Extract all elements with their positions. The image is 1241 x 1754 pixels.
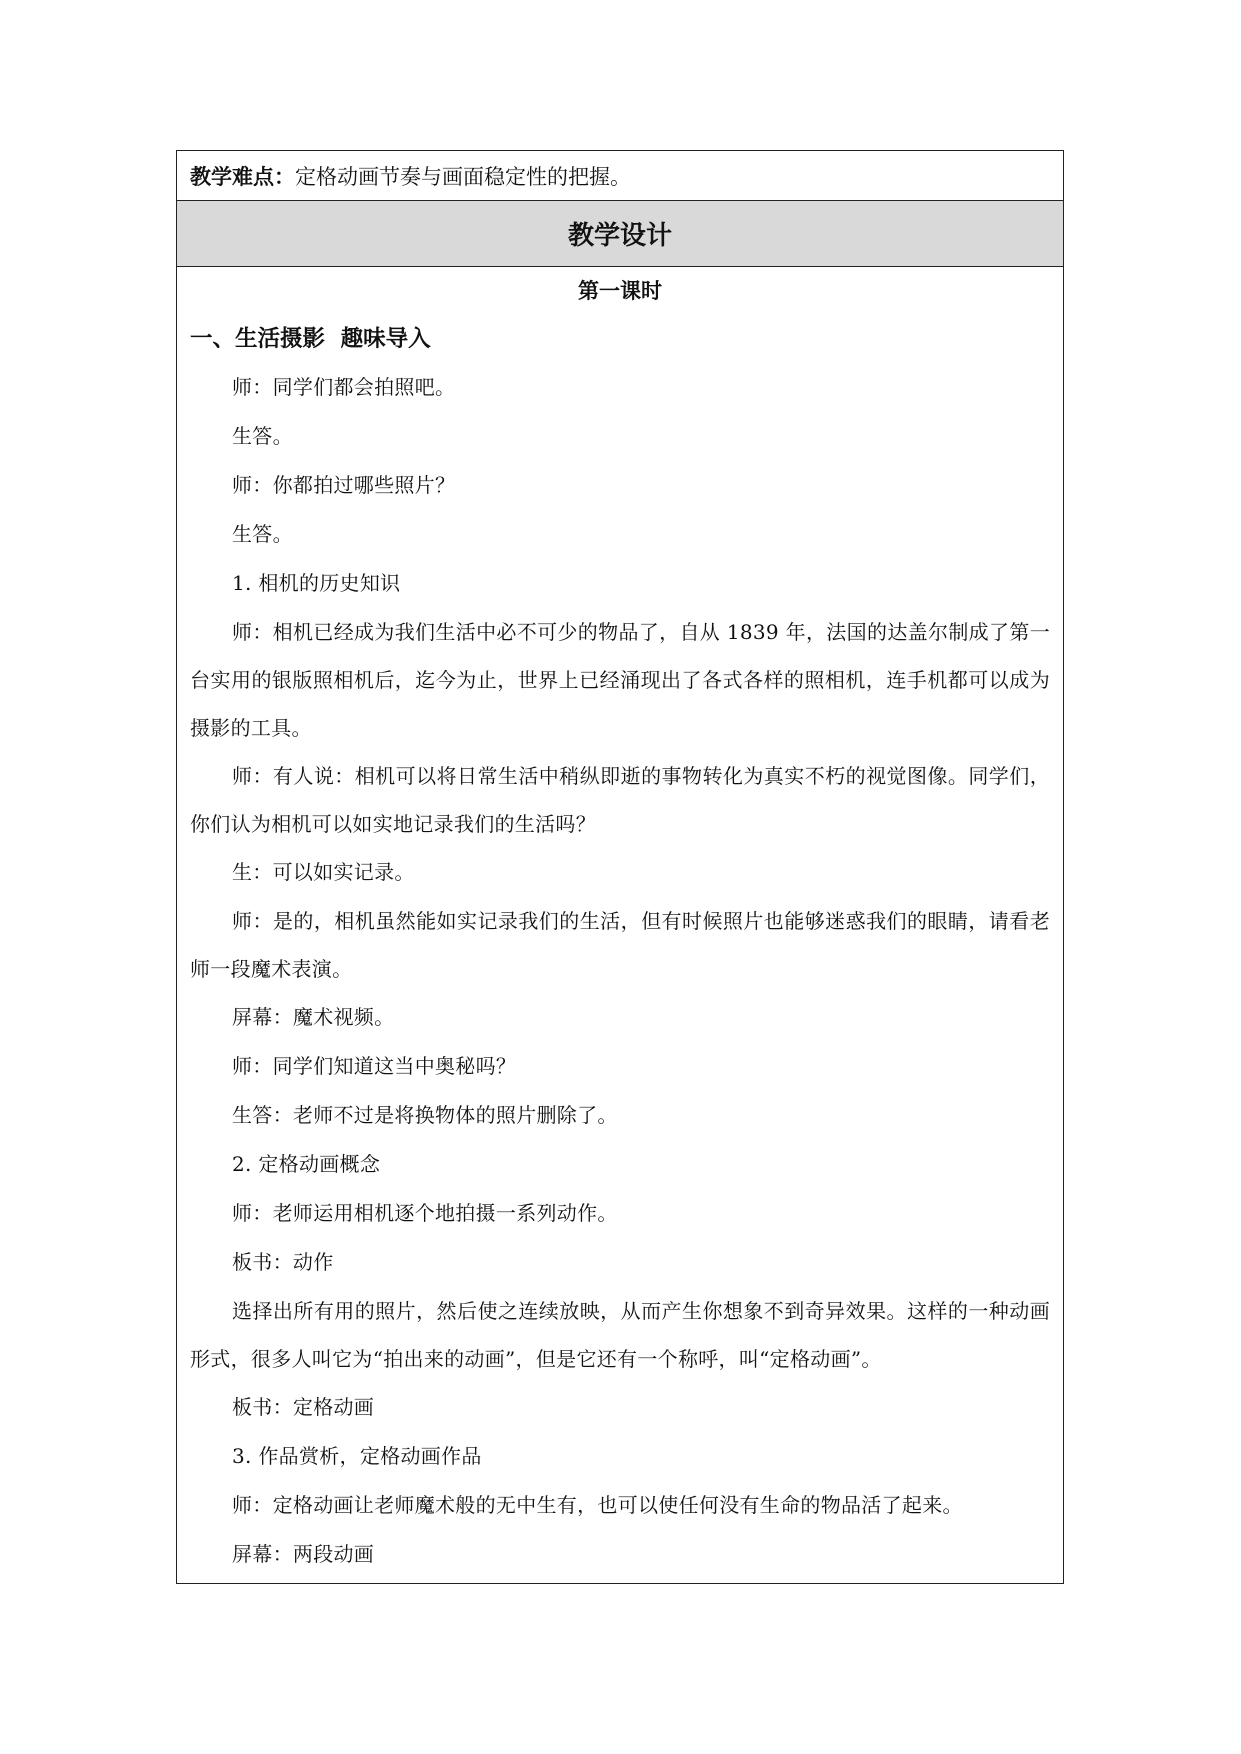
paragraph: 屏幕：两段动画 bbox=[232, 1542, 375, 1566]
paragraph: 师：相机已经成为我们生活中必不可少的物品了，自从 1839 年，法国的达盖尔制成了第一台实用的银版照相机后，迄今为止，世界上已经涌现出了各式各样的照相机，连手机都可以成为摄影的工具。 bbox=[190, 620, 1050, 740]
lesson-title: 第一课时 bbox=[578, 279, 662, 303]
section-heading: 一、生活摄影 趣味导入 bbox=[190, 326, 431, 352]
paragraph: 师：老师运用相机逐个地拍摄一系列动作。 bbox=[232, 1201, 618, 1225]
teaching-design-header: 教学设计 bbox=[177, 201, 1063, 267]
teaching-design-content bbox=[177, 267, 1063, 1583]
numbered-subheading: 3. 作品赏析，定格动画作品 bbox=[232, 1444, 482, 1468]
paragraph: 师：定格动画让老师魔术般的无中生有，也可以使任何没有生命的物品活了起来。 bbox=[232, 1493, 963, 1517]
numbered-subheading: 1. 相机的历史知识 bbox=[232, 571, 401, 595]
teaching-difficulty-row bbox=[177, 151, 1063, 201]
lesson-plan-table bbox=[176, 150, 1064, 1584]
paragraph: 生答。 bbox=[232, 424, 293, 448]
paragraph: 屏幕：魔术视频。 bbox=[232, 1005, 395, 1029]
difficulty-label: 教学难点： bbox=[190, 164, 295, 189]
paragraph: 师：同学们知道这当中奥秘吗？ bbox=[232, 1054, 517, 1078]
paragraph: 师：是的，相机虽然能如实记录我们的生活，但有时候照片也能够迷惑我们的眼睛，请看老师一段魔术表演。 bbox=[190, 909, 1050, 981]
paragraph: 师：有人说：相机可以将日常生活中稍纵即逝的事物转化为真实不朽的视觉图像。同学们，你们认为相机可以如实地记录我们的生活吗？ bbox=[190, 764, 1050, 836]
paragraph: 师：同学们都会拍照吧。 bbox=[232, 375, 456, 399]
numbered-subheading: 2. 定格动画概念 bbox=[232, 1152, 381, 1176]
paragraph: 生答：老师不过是将换物体的照片删除了。 bbox=[232, 1103, 618, 1127]
paragraph: 生：可以如实记录。 bbox=[232, 860, 415, 884]
difficulty-text: 定格动画节奏与画面稳定性的把握。 bbox=[295, 164, 631, 189]
paragraph: 选择出所有用的照片，然后使之连续放映，从而产生你想象不到奇异效果。这样的一种动画形式，很多人叫它为“拍出来的动画”，但是它还有一个称呼，叫“定格动画”。 bbox=[190, 1299, 1050, 1371]
paragraph: 板书：动作 bbox=[232, 1250, 334, 1274]
paragraph: 生答。 bbox=[232, 522, 293, 546]
paragraph: 板书：定格动画 bbox=[232, 1395, 375, 1419]
paragraph: 师：你都拍过哪些照片？ bbox=[232, 473, 456, 497]
